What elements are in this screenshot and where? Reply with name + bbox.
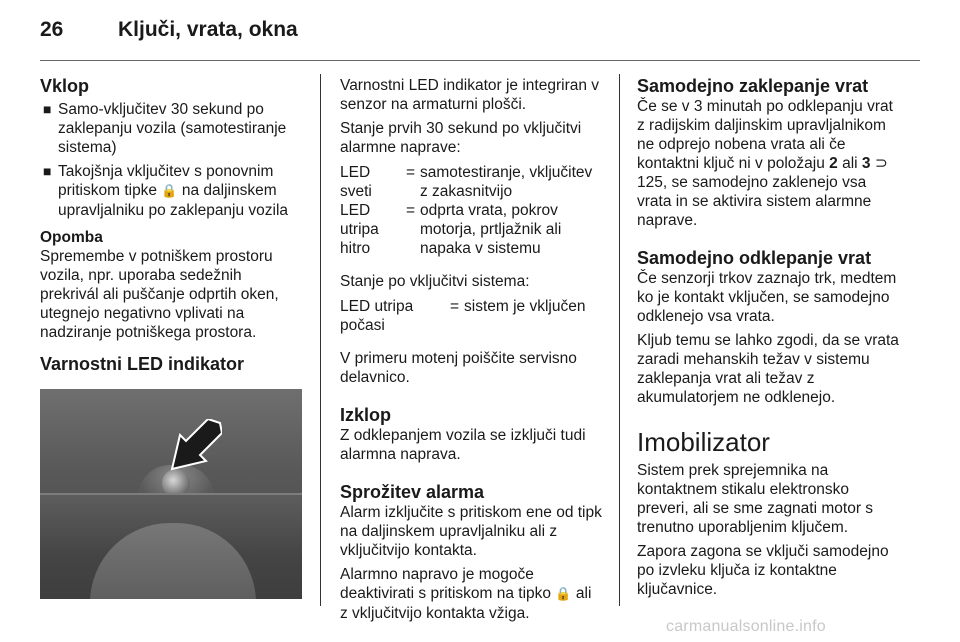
row2-eq: = [406,202,416,219]
header-rule [40,60,920,61]
column-3 [637,76,903,599]
auto-lock-text [637,97,903,230]
auto-unlock-text-1: Če senzorji trkov zaznajo trk, medtem ko je kontakt vključen, se samodejno odklenejo vsa vrata. [637,270,897,325]
bullet-square-icon: ■ [43,101,52,117]
deactivate-text-a: Alarmno napravo je mogoče deaktivirati s pritiskom na tipko [340,566,552,602]
led-indicator-heading: Varnostni LED indikator [40,354,245,374]
pointer-arrow-icon [168,419,222,473]
service-text: V primeru motenj poiščite servisno delavnico. [340,350,577,386]
column-divider-1 [320,74,321,606]
page-reference-icon: ⊃ [874,155,888,172]
ignition-position-3: 3 [861,155,871,172]
row3-eq: = [450,298,460,315]
led-status-table-2 [340,297,602,335]
column-2 [340,76,602,623]
auto-unlock-text-2: Kljub temu se lahko zgodi, da se vrata zaradi mehanskih težav v sistemu zaklepanja vrat ali težav z akumulatorjem ne odklenejo. [637,332,899,406]
page-number: 26 [40,18,64,41]
lock-key-icon: 🔒 [161,184,178,199]
bullet-text-2a: Takojšnja vključitev s ponovnim pritiskom tipke [58,163,274,199]
sprozitev-heading: Sprožitev alarma [340,482,485,502]
row1-key: LED sveti [340,164,372,200]
or-word: ali [842,155,858,172]
led-indicator-photo [40,389,302,599]
auto-lock-heading: Samodejno zaklepanje vrat [637,76,869,96]
auto-unlock-heading: Samodejno odklepanje vrat [637,248,872,268]
led-status-table-1 [340,163,602,258]
imobilizator-text-2: Zapora zagona se vključi samodejno po izvleku ključa iz kontaktne ključavnice. [637,543,889,598]
izklop-heading: Izklop [340,405,392,425]
row2-key: LED utripa hitro [340,202,379,257]
row3-value: sistem je vključen [464,298,586,315]
auto-lock-text-b: 125, se samodejno zaklenejo vsa vrata in se aktivira sistem alarmne naprave. [637,174,872,229]
after-on-text: Stanje po vključitvi sistema: [340,273,530,290]
page-header [40,18,920,58]
note-heading: Opomba [40,229,103,246]
led-intro-text: Varnostni LED indikator je integriran v senzor na armaturni plošči. [340,77,600,113]
bullet-text-1: Samo-vključitev 30 sekund po zaklepanju vozila (samotestiranje sistema) [58,101,287,156]
row3-key: LED utripa počasi [340,298,414,334]
column-divider-2 [619,74,620,606]
deactivate-text-b: ali z vključitvijo kontakta vžiga. [340,585,592,622]
first-30s-text: Stanje prvih 30 sekund po vključitvi alarmne naprave: [340,120,582,156]
note-text: Spremembe v potniškem prostoru vozila, npr. uporaba sedežnih prekrivál ali puščanje odprtih oken, utegnejo negativno vplivati na nadziranje potniškega prostora. [40,248,279,341]
ignition-position-2: 2 [829,155,838,172]
deactivate-text [340,565,602,623]
bullet-text-2b: na daljinskem upravljalniku po zaklepanju vozila [58,182,289,219]
imobilizator-text-1: Sistem prek sprejemnika na kontaktnem stikalu elektronsko preveri, ali se sme zagnati motor s trenutno uporabljenim ključem. [637,462,874,536]
column-1 [40,76,302,599]
row1-value: samotestiranje, vključitev z zakasnitvijo [420,164,593,200]
page-title: Ključi, vrata, okna [118,18,298,41]
bullet-square-icon: ■ [43,163,52,179]
row1-eq: = [406,164,416,181]
lock-key-icon: 🔒 [555,587,572,602]
vklop-heading: Vklop [40,76,90,96]
bullet-item-1 [40,100,302,157]
bullet-item-2 [40,162,302,220]
izklop-text: Z odklepanjem vozila se izključi tudi alarmna naprava. [340,427,586,463]
sprozitev-text: Alarm izključite s pritiskom ene od tipk na daljinskem upravljalniku ali z vključitvijo kontakta. [340,504,602,559]
imobilizator-heading: Imobilizator [637,427,770,457]
auto-lock-text-a: Če se v 3 minutah po odklepanju vrat z radijskim daljinskim upravljalnikom ne odprejo nobena vrata ali če kontaktni ključ ni v položaju [637,98,893,172]
watermark: carmanualsonline.info [666,618,826,635]
row2-value: odprta vrata, pokrov motorja, prtljažnik ali napaka v sistemu [420,202,562,257]
